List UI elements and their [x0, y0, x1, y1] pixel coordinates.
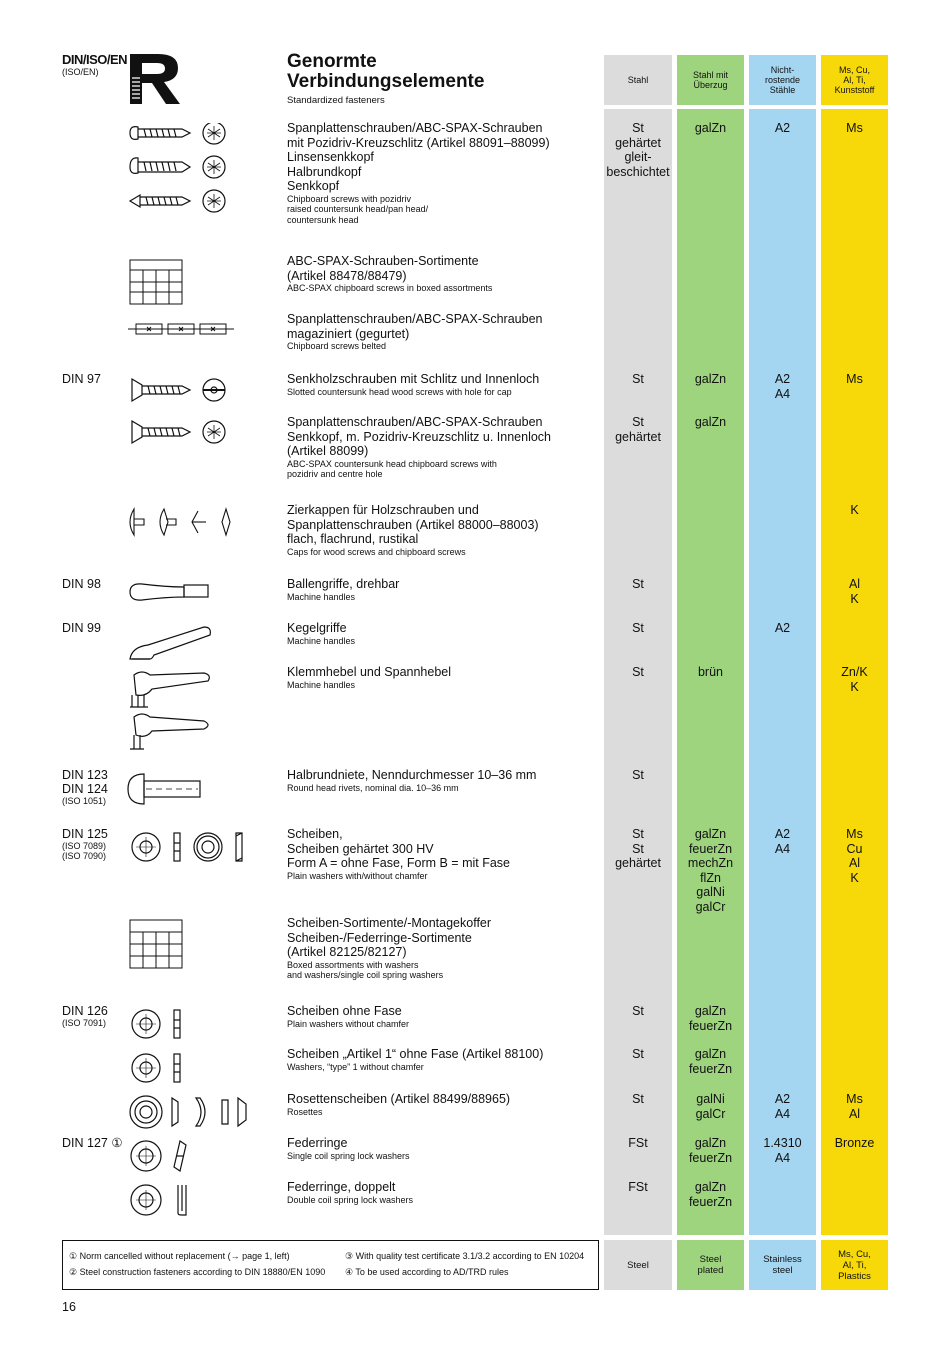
row-de-line: (Artikel 88099) — [287, 444, 369, 458]
cell-nichtrostend — [749, 1136, 816, 1165]
row-de-line: Klemmhebel und Spannhebel — [287, 665, 452, 679]
row-description — [287, 1136, 597, 1161]
cell-stahl — [604, 827, 672, 871]
row-description — [287, 415, 597, 480]
cell-value: galZn — [694, 827, 727, 841]
cell-value: A4 — [774, 386, 791, 401]
colhead-nicht-3: Stähle — [769, 85, 796, 95]
washer-type1-icon — [126, 1052, 186, 1089]
row-de-line: Spanplattenschrauben/ABC-SPAX-Schrauben — [287, 121, 543, 135]
cell-value: Zn/K — [841, 665, 868, 679]
cell-value: feuerZn — [688, 841, 733, 856]
row-de-line: Spanplattenschrauben/ABC-SPAX-Schrauben — [287, 415, 543, 429]
cell-ueberzug — [677, 1047, 744, 1076]
cell-value: feuerZn — [688, 1194, 733, 1209]
cell-stahl: FSt — [628, 1136, 648, 1150]
title-line-2: Verbindungselemente — [287, 71, 485, 92]
cell-value: A2 — [774, 1092, 791, 1106]
colfoot-plastics-2: Al, Ti, — [842, 1259, 867, 1271]
cell-nichtrostend — [749, 1092, 816, 1121]
cell-ms: K — [850, 503, 859, 517]
cell-value: St — [632, 841, 644, 856]
cell-ueberzug: galZn — [694, 415, 727, 429]
cell-stahl: St — [632, 768, 644, 782]
row-en-line: ABC-SPAX chipboard screws in boxed assortments — [287, 283, 493, 293]
colhead-ms-3: Kunststoff — [834, 85, 875, 95]
norm-label: DIN/ISO/EN — [62, 52, 128, 67]
row-en-line: Washers, “type” 1 without chamfer — [287, 1061, 424, 1072]
clamping-lever-icon — [126, 667, 216, 758]
din-line: DIN 125 — [62, 827, 108, 841]
row-description — [287, 1180, 597, 1205]
cell-stahl: St — [632, 372, 644, 386]
iso-line: (ISO 1051) — [62, 796, 107, 806]
row-en-line: Slotted countersunk head wood screws with hole for cap — [287, 386, 512, 397]
cell-ms — [821, 1092, 888, 1121]
page-number: 16 — [62, 1300, 76, 1314]
colhead-nicht-1: Nicht- — [770, 65, 795, 75]
double-spring-washer-icon — [126, 1183, 194, 1222]
row-de-line: flach, flachrund, rustikal — [287, 532, 419, 546]
rosette-washers-icon — [126, 1094, 250, 1135]
row-description — [287, 1092, 597, 1117]
cell-ueberzug — [677, 1092, 744, 1121]
colfoot-plastics-3: Plastics — [838, 1270, 871, 1282]
cell-value: galZn — [694, 1136, 727, 1150]
din-number: DIN 99 — [62, 621, 101, 635]
iso-line: (ISO 7089) — [62, 841, 107, 851]
cell-ms — [821, 577, 888, 606]
row-de-line: ABC-SPAX-Schrauben-Sortimente — [287, 254, 479, 268]
colhead-ueberzug-2: Überzug — [693, 80, 728, 90]
iso-line: (ISO 7090) — [62, 851, 107, 861]
row-en-line: Rosettes — [287, 1106, 323, 1117]
row-de-line: Scheiben-Sortimente/-Montagekoffer — [287, 916, 492, 930]
cell-value: galZn — [694, 1004, 727, 1018]
row-description — [287, 1047, 597, 1072]
din-number — [62, 768, 108, 806]
assortment-case-icon — [126, 918, 186, 975]
colhead-stahl-label: Stahl — [627, 75, 649, 85]
row-de-line: Halbrundniete, Nenndurchmesser 10–36 mm — [287, 768, 537, 782]
cell-value: Cu — [846, 841, 863, 856]
title-line-1: Genormte — [287, 51, 377, 72]
cell-stahl — [604, 415, 672, 444]
din-line: DIN 124 — [62, 782, 108, 796]
cell-value: feuerZn — [688, 1150, 733, 1165]
row-description — [287, 665, 597, 690]
legend-note-2: ② Steel construction fasteners according to DIN 18880/EN 1090 — [69, 1267, 326, 1277]
cell-value: galCr — [695, 1106, 726, 1121]
row-de-line: magaziniert (gegurtet) — [287, 326, 410, 341]
round-head-rivet-icon — [126, 772, 206, 811]
row-en-line: ABC-SPAX countersunk head chipboard screws with — [287, 458, 497, 469]
cell-value: K — [850, 870, 859, 885]
cell-ueberzug — [677, 1004, 744, 1033]
cell-stahl: St — [632, 621, 644, 635]
colfoot-plastics — [821, 1240, 888, 1290]
row-description — [287, 577, 597, 602]
din-number — [62, 827, 108, 861]
colfoot-plastics-1: Ms, Cu, — [838, 1248, 871, 1260]
cell-value: St — [632, 121, 644, 135]
row-de-line: Kegelgriffe — [287, 621, 347, 635]
cell-value: feuerZn — [688, 1018, 733, 1033]
din-number: DIN 97 — [62, 372, 101, 386]
row-description — [287, 121, 597, 225]
row-de-line: Form A = ohne Fase, Form B = mit Fase — [287, 856, 510, 870]
cone-handle-icon — [126, 623, 216, 668]
colfoot-stainless-1: Stainless — [763, 1254, 802, 1265]
row-de-line: Scheiben ohne Fase — [287, 1004, 402, 1018]
colhead-ueberzug — [677, 55, 744, 105]
cell-ms: Bronze — [834, 1136, 875, 1150]
row-de-line: Scheiben gehärtet 300 HV — [287, 841, 434, 856]
row-de-line: Ballengriffe, drehbar — [287, 577, 400, 591]
row-de-line: Spanplattenschrauben (Artikel 88000–88003) — [287, 517, 539, 532]
belted-screws-icon — [126, 320, 236, 343]
cell-value: Al — [848, 1106, 861, 1121]
row-en-line: Round head rivets, nominal dia. 10–36 mm — [287, 782, 459, 793]
cell-value: A2 — [774, 372, 791, 386]
row-en-line: raised countersunk head/pan head/ — [287, 204, 429, 214]
colfoot-plated — [677, 1240, 744, 1290]
legend-box — [62, 1240, 599, 1290]
screw-caps-icon — [126, 505, 238, 544]
row-de-line: Scheiben-/Federringe-Sortimente — [287, 930, 472, 945]
row-en-line: Plain washers without chamfer — [287, 1018, 410, 1029]
colhead-stahl — [604, 55, 672, 105]
row-de-line: mit Pozidriv-Kreuzschlitz (Artikel 88091–88099) — [287, 135, 550, 150]
row-de-line: Scheiben, — [287, 827, 343, 841]
cell-value: St — [632, 415, 644, 429]
chipboard-screws-icon — [126, 123, 234, 228]
row-de-line: Senkkopf, m. Pozidriv-Kreuzschlitz u. Innenloch — [287, 429, 552, 444]
colfoot-steel — [604, 1240, 672, 1290]
row-en-line: Single coil spring lock washers — [287, 1150, 410, 1161]
row-description — [287, 372, 597, 397]
cell-value: feuerZn — [688, 1061, 733, 1076]
spring-washer-icon — [126, 1139, 194, 1178]
cell-ms — [821, 827, 888, 885]
row-en-line: Double coil spring lock washers — [287, 1194, 414, 1205]
colhead-ms-2: Al, Ti, — [843, 75, 866, 85]
cell-value: A4 — [774, 841, 791, 856]
colhead-nicht-2: rostende — [764, 75, 801, 85]
legend-note-4: ④ To be used according to AD/TRD rules — [345, 1267, 509, 1277]
cell-value: galZn — [694, 1180, 727, 1194]
cell-value: A4 — [774, 1150, 791, 1165]
cell-value: A2 — [774, 827, 791, 841]
cell-value: gleit- — [624, 150, 652, 164]
row-description — [287, 621, 597, 646]
cell-value: A4 — [774, 1106, 791, 1121]
page-title — [287, 52, 484, 106]
cell-value: gehärtet — [615, 135, 661, 150]
cell-value: flZn — [700, 870, 721, 885]
cell-value: K — [850, 591, 859, 606]
column-bg-nichtrostend — [749, 55, 816, 1235]
wood-screw-icon — [126, 375, 234, 410]
row-de-line: Senkkopf — [287, 179, 340, 193]
colhead-ms-1: Ms, Cu, — [838, 65, 870, 75]
countersunk-screw-icon — [126, 417, 234, 452]
cell-value: beschichtet — [606, 164, 670, 179]
cell-ueberzug — [677, 1136, 744, 1165]
row-de-line: Linsensenkkopf — [287, 150, 374, 164]
cell-value: Ms — [846, 1092, 863, 1106]
row-de-line: Halbrundkopf — [287, 164, 362, 179]
cell-value: galNi — [696, 1092, 725, 1106]
row-de-line: Zierkappen für Holzschrauben und — [287, 503, 479, 517]
cell-value: Al — [848, 577, 861, 591]
row-en-line: and washers/single coil spring washers — [287, 970, 444, 980]
row-de-line: Federringe, doppelt — [287, 1180, 396, 1194]
cell-ms: Ms — [846, 121, 863, 135]
din-number: DIN 98 — [62, 577, 101, 591]
row-en-line: Caps for wood screws and chipboard screws — [287, 546, 466, 557]
colfoot-steel-label: Steel — [627, 1259, 649, 1271]
row-de-line: (Artikel 82125/82127) — [287, 945, 407, 959]
cell-stahl: St — [632, 1004, 644, 1018]
norm-sub: (ISO/EN) — [62, 67, 99, 77]
cell-value: Al — [848, 856, 861, 870]
din-number — [62, 1004, 108, 1028]
row-de-line: Federringe — [287, 1136, 348, 1150]
row-en-line: Machine handles — [287, 635, 356, 646]
cell-stahl: FSt — [628, 1180, 648, 1194]
cell-nichtrostend: A2 — [774, 121, 791, 135]
row-en-line: Machine handles — [287, 679, 356, 690]
cell-value: 1.4310 — [763, 1136, 802, 1150]
norm-header — [62, 52, 127, 77]
row-description — [287, 312, 597, 352]
cell-value: galZn — [694, 1047, 727, 1061]
din-line: DIN 126 — [62, 1004, 108, 1018]
cell-value: galCr — [695, 899, 726, 914]
cell-stahl: St — [632, 577, 644, 591]
row-en-line: Plain washers with/without chamfer — [287, 870, 428, 881]
cell-ueberzug: galZn — [694, 121, 727, 135]
row-de-line: Scheiben „Artikel 1“ ohne Fase (Artikel 88100) — [287, 1047, 544, 1061]
assortment-box-icon — [126, 258, 186, 311]
cell-stahl — [604, 121, 672, 179]
colfoot-plated-2: plated — [697, 1265, 724, 1276]
iso-line: (ISO 7091) — [62, 1018, 107, 1028]
plain-washers-icon — [126, 830, 246, 869]
colfoot-stainless — [749, 1240, 816, 1290]
cell-ueberzug: galZn — [694, 372, 727, 386]
row-de-line: Rosettenscheiben (Artikel 88499/88965) — [287, 1092, 511, 1106]
row-en-line: countersunk head — [287, 214, 359, 225]
cell-ms: Ms — [846, 372, 863, 386]
cell-value: gehärtet — [615, 856, 661, 870]
cell-nichtrostend — [749, 372, 816, 401]
cell-stahl: St — [632, 665, 644, 679]
cell-value: Ms — [846, 827, 863, 841]
din-number: DIN 127 ① — [62, 1136, 123, 1150]
washer-no-chamfer-icon — [126, 1008, 186, 1045]
r-logo-icon — [128, 54, 182, 109]
cell-value: galNi — [696, 885, 725, 899]
cell-nichtrostend: A2 — [774, 621, 791, 635]
row-description — [287, 1004, 597, 1029]
cell-value: St — [632, 827, 644, 841]
row-en-line: Machine handles — [287, 591, 356, 602]
page-subtitle: Standardized fasteners — [287, 95, 385, 106]
row-description — [287, 916, 597, 981]
row-de-line: Spanplattenschrauben/ABC-SPAX-Schrauben — [287, 312, 543, 326]
row-en-line: Chipboard screws with pozidriv — [287, 193, 412, 204]
colfoot-plated-1: Steel — [699, 1254, 722, 1265]
row-en-line: Chipboard screws belted — [287, 341, 387, 351]
row-en-line: pozidriv and centre hole — [287, 469, 383, 479]
row-description — [287, 768, 597, 793]
din-line: DIN 123 — [62, 768, 108, 782]
colfoot-stainless-2: steel — [772, 1265, 793, 1276]
cell-value: mechZn — [687, 856, 734, 870]
ball-handle-icon — [126, 579, 216, 610]
cell-ueberzug — [677, 1180, 744, 1209]
row-de-line: Senkholzschrauben mit Schlitz und Innenloch — [287, 372, 540, 386]
row-description — [287, 503, 597, 557]
column-bg-ms — [821, 55, 888, 1235]
colhead-nichtrostend — [749, 55, 816, 105]
row-description — [287, 254, 597, 294]
cell-ueberzug: brün — [697, 665, 724, 679]
colhead-ms — [821, 55, 888, 105]
row-en-line: Boxed assortments with washers — [287, 959, 419, 970]
cell-stahl: St — [632, 1092, 644, 1106]
cell-value: gehärtet — [615, 429, 661, 444]
legend-note-1: ① Norm cancelled without replacement (→ page 1, left) — [69, 1251, 290, 1261]
cell-stahl: St — [632, 1047, 644, 1061]
cell-ms — [821, 665, 888, 694]
row-description — [287, 827, 597, 881]
legend-note-3: ③ With quality test certificate 3.1/3.2 according to EN 10204 — [345, 1251, 585, 1261]
row-de-line: (Artikel 88478/88479) — [287, 268, 407, 283]
colhead-ueberzug-1: Stahl mit — [692, 70, 728, 80]
cell-nichtrostend — [749, 827, 816, 856]
header-separator — [604, 105, 888, 109]
cell-value: K — [850, 679, 859, 694]
cell-ueberzug — [677, 827, 744, 914]
